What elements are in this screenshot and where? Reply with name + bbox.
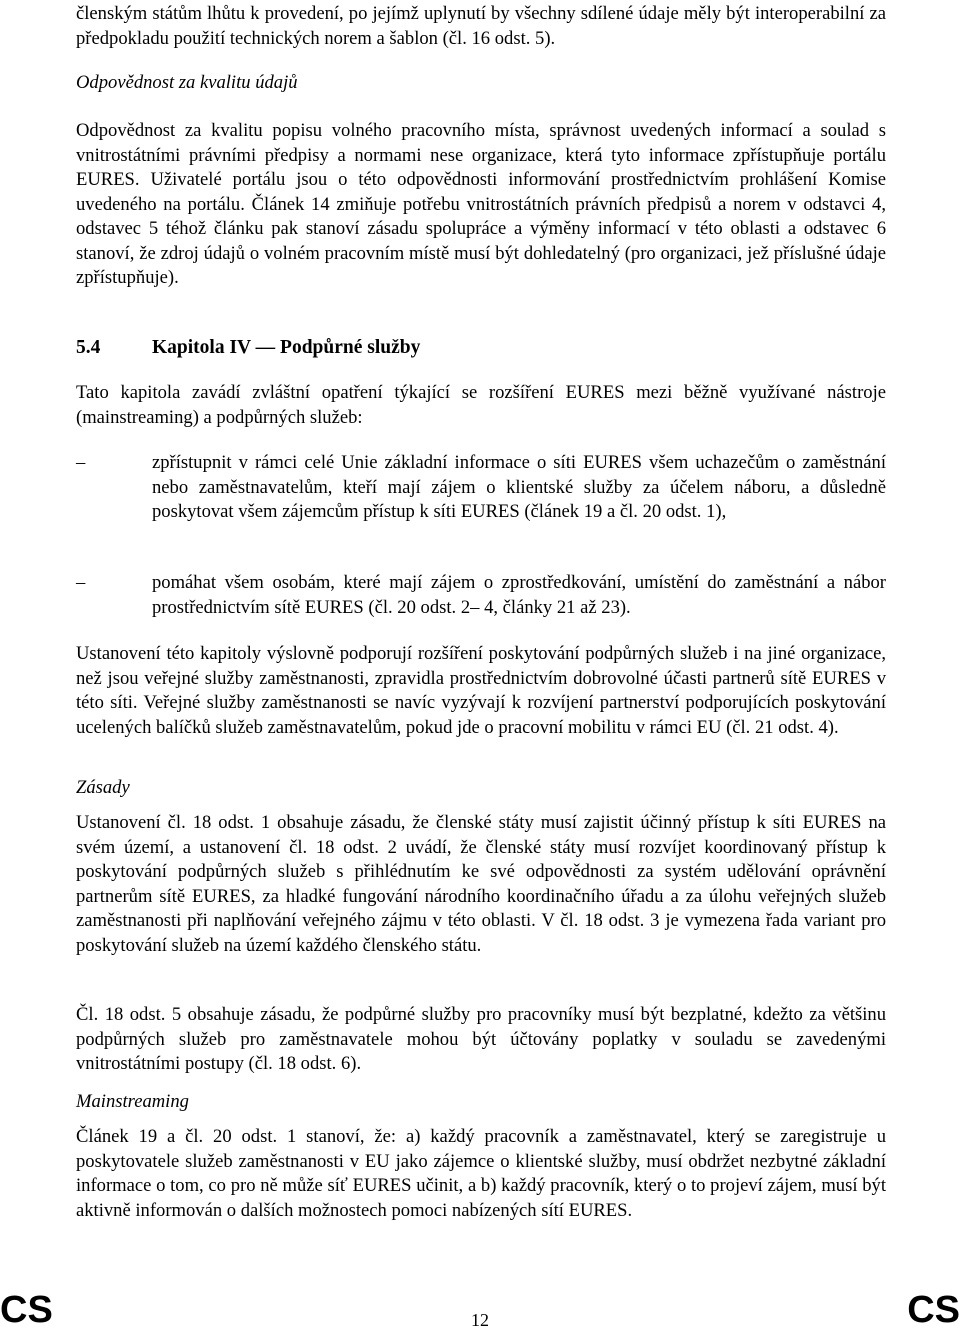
dash-marker: – [76, 572, 86, 593]
paragraph-intro: Tato kapitola zavádí zvláštní opatření týkající se rozšíření EURES mezi běžně využívané nástroje (mainstreaming) a podpůrných služeb: [76, 382, 886, 428]
footer-language-left: CS [0, 1289, 53, 1331]
list-item-text: pomáhat všem osobám, které mají zájem o zprostředkování, umístění do zaměstnání a nábor prostřednictvím sítě EURES (čl. 20 odst. 2– 4, články 21 až 23). [152, 572, 886, 618]
subheading-quality: Odpovědnost za kvalitu údajů [76, 72, 298, 93]
section-title: Kapitola IV — Podpůrné služby [152, 337, 421, 358]
list-item [76, 451, 886, 525]
paragraph-principles-1: Ustanovení čl. 18 odst. 1 obsahuje zásadu, že členské státy musí zajistit účinný přístup k síti EURES na svém území, a ustanovení čl. 18 odst. 2 uvádí, že členské státy musí rozvíjet koordinovaný přístup k poskytování podpůrných služeb s přihlédnutím ke své odpovědnosti za systém udělování oprávnění partnerům sítě EURES, za hladké fungování národního koordinačního úřadu a za úlohu veřejných služeb zaměstnanosti při naplňování veřejného zájmu v této oblasti. V čl. 18 odst. 3 je vymezena řada variant pro poskytování služeb na území každého členského státu. [76, 812, 886, 956]
section-number: 5.4 [76, 337, 101, 358]
paragraph-establishment: Ustanovení této kapitoly výslovně podporují rozšíření poskytování podpůrných služeb i na jiné organizace, než jsou veřejné služby zaměstnanosti, zpravidla prostřednictvím dobrovolné účasti partnerů sítě EURES v této síti. Veřejné služby zaměstnanosti se navíc vyzývají k rozvíjení partnerství podporujících poskytování ucelených balíčků služeb zaměstnavatelům, pokud jde o pracovní mobilitu v rámci EU (čl. 21 odst. 4). [76, 643, 886, 738]
paragraph-principles-2: Čl. 18 odst. 5 obsahuje zásadu, že podpůrné služby pro pracovníky musí být bezplatné, kdežto za většinu podpůrných služeb pro zaměstnavatele mohou být účtovány poplatky v souladu se zavedenými vnitrostátními postupy (čl. 18 odst. 6). [76, 1004, 886, 1074]
subheading-mainstreaming: Mainstreaming [76, 1091, 189, 1112]
section-heading [76, 336, 886, 361]
page-number: 12 [471, 1310, 489, 1330]
paragraph-mainstreaming: Článek 19 a čl. 20 odst. 1 stanoví, že: a) každý pracovník a zaměstnavatel, který se zaregistruje u poskytovatele služeb zaměstnanosti v EU jako zájemce o klientské služby, musí obdržet nezbytné základní informace o tom, co pro ně může síť EURES učinit, a b) každý pracovník, který o to projeví zájem, musí být aktivně informován o dalších možnostech pomoci nabízených sítí EURES. [76, 1126, 886, 1221]
subheading-principles: Zásady [76, 777, 130, 798]
list-item-text: zpřístupnit v rámci celé Unie základní informace o síti EURES všem uchazečům o zaměstnání nebo zaměstnavatelům, kteří mají zájem o klientské služby za účelem náboru, a důsledně poskytovat všem zájemcům přístup k síti EURES (článek 19 a čl. 20 odst. 1), [152, 452, 886, 522]
paragraph-quality: Odpovědnost za kvalitu popisu volného pracovního místa, správnost uvedených informací a soulad s vnitrostátními právními předpisy a normami nese organizace, která tyto informace zpřístupňuje portálu EURES. Uživatelé portálu jsou o této odpovědnosti informování prostřednictvím prohlášení Komise uvedeného na portálu. Článek 14 zmiňuje potřebu vnitrostátních právních předpisů a norem v odstavci 4, odstavec 5 téhož článku pak stanoví zásadu spolupráce a výměny informací v této oblasti a odstavec 6 stanoví, že zdroj údajů o volném pracovním místě musí být dohledatelný (pro organizaci, jež příslušné údaje zpřístupňuje). [76, 120, 886, 288]
list-item [76, 571, 886, 620]
footer-language-right: CS [907, 1289, 960, 1331]
continuation-paragraph: členským státům lhůtu k provedení, po jejímž uplynutí by všechny sdílené údaje měly být interoperabilní za předpokladu použití technických norem a šablon (čl. 16 odst. 5). [76, 3, 886, 49]
dash-marker: – [76, 452, 86, 473]
